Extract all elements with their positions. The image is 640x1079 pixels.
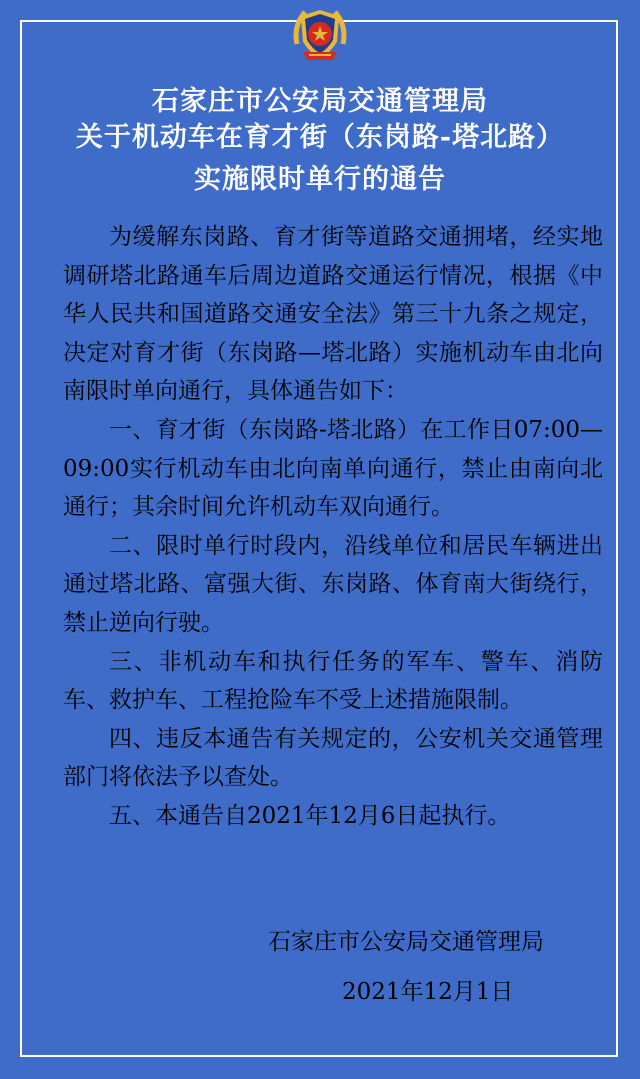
paragraph-item-2: 二、限时单行时段内，沿线单位和居民车辆进出通过塔北路、富强大街、东岗路、体育南大街绕行，禁止逆向行驶。 (63, 532, 603, 636)
notice-body (63, 218, 603, 836)
paragraph-intro: 为缓解东岗路、育才街等道路交通拥堵，经实地调研塔北路通车后周边道路交通运行情况，根据《中华人民共和国道路交通安全法》第三十九条之规定，决定对育才街（东岗路—塔北路）实施机动车由北向南限时单向通行，具体通告如下： (63, 224, 603, 405)
issuer-signature: 石家庄市公安局交通管理局 (268, 929, 544, 955)
title-line-2: 关于机动车在育才街（东岗路-塔北路） (75, 122, 565, 153)
paragraph-item-1: 一、育才街（东岗路-塔北路）在工作日07:00—09:00实行机动车由北向南单向通行，禁止由南向北通行；其余时间允许机动车双向通行。 (63, 416, 603, 521)
paragraph-item-5: 五、本通告自2021年12月6日起执行。 (109, 802, 511, 829)
title-line-3: 实施限时单行的通告 (194, 164, 446, 195)
police-emblem-icon (289, 4, 351, 66)
paragraph-item-4: 四、违反本通告有关规定的，公安机关交通管理部门将依法予以查处。 (63, 725, 603, 791)
issue-date: 2021年12月1日 (342, 979, 514, 1005)
title-line-1: 石家庄市公安局交通管理局 (152, 86, 488, 117)
paragraph-item-3: 三、非机动车和执行任务的军车、警车、消防车、救护车、工程抢险车不受上述措施限制。 (63, 648, 603, 714)
